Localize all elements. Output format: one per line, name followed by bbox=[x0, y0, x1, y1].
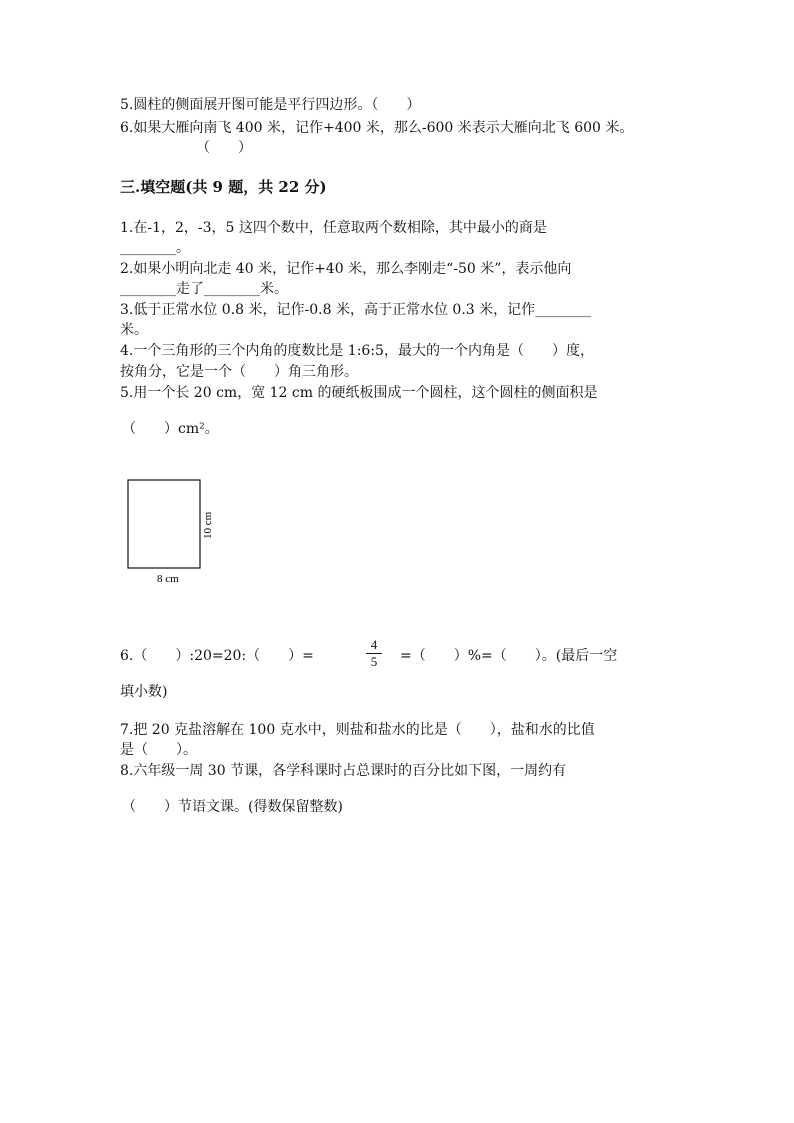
truefalse-q6-answer-blank: （ ） bbox=[196, 140, 252, 156]
fraction-denominator: 5 bbox=[370, 654, 378, 669]
fraction-numerator: 4 bbox=[370, 637, 378, 652]
fill-q7-line1: 7.把 20 克盐溶解在 100 克水中，则盐和盐水的比是（ ），盐和水的比值 bbox=[120, 722, 595, 738]
fill-q6-part1: 6.（ ）:20=20:（ ）= bbox=[120, 648, 314, 664]
rectangle-width-label: 8 cm bbox=[157, 573, 179, 585]
fill-q4-line2: 按角分，它是一个（ ）角三角形。 bbox=[120, 364, 358, 380]
fill-q8-line2: （ ）节语文课。(得数保留整数) bbox=[122, 799, 343, 815]
fill-q5-line1: 5.用一个长 20 cm，宽 12 cm 的硬纸板围成一个圆柱，这个圆柱的侧面积是 bbox=[120, 385, 598, 401]
fill-q1-line2: ________。 bbox=[120, 240, 190, 256]
fill-q1-line1: 1.在-1，2，-3，5 这四个数中，任意取两个数相除，其中最小的商是 bbox=[120, 220, 547, 236]
fill-q6-part2: =（ ）%=（ ）。(最后一空 bbox=[400, 648, 618, 664]
fill-q8-line1: 8.六年级一周 30 节课，各学科课时占总课时的百分比如下图，一周约有 bbox=[120, 763, 567, 779]
truefalse-q5: 5.圆柱的侧面展开图可能是平行四边形。（ ） bbox=[120, 97, 421, 113]
rectangle-figure bbox=[118, 472, 228, 592]
fill-q5-line2: （ ）cm²。 bbox=[122, 421, 219, 437]
fill-q4-line1: 4.一个三角形的三个内角的度数比是 1:6:5，最大的一个内角是（ ）度， bbox=[120, 343, 594, 359]
truefalse-q6-line1: 6.如果大雁向南飞 400 米，记作+400 米，那么-600 米表示大雁向北飞 600 米。 bbox=[120, 120, 634, 136]
fill-q3-line2: 米。 bbox=[120, 322, 148, 338]
fill-q3-line1: 3.低于正常水位 0.8 米，记作-0.8 米，高于正常水位 0.3 米，记作________ bbox=[120, 302, 592, 318]
fill-q7-line2: 是（ ）。 bbox=[120, 742, 197, 758]
rectangle-shape bbox=[128, 480, 200, 568]
rectangle-height-label: 10 cm bbox=[202, 511, 214, 539]
fill-q2-line1: 2.如果小明向北走 40 米，记作+40 米，那么李刚走“-50 米”，表示他向 bbox=[120, 261, 572, 277]
fill-q6-line2: 填小数) bbox=[120, 684, 168, 700]
fraction-four-fifths bbox=[364, 638, 384, 668]
section-title: 三.填空题(共 9 题，共 22 分) bbox=[120, 178, 327, 196]
fill-q2-line2: ________走了________米。 bbox=[120, 281, 288, 297]
